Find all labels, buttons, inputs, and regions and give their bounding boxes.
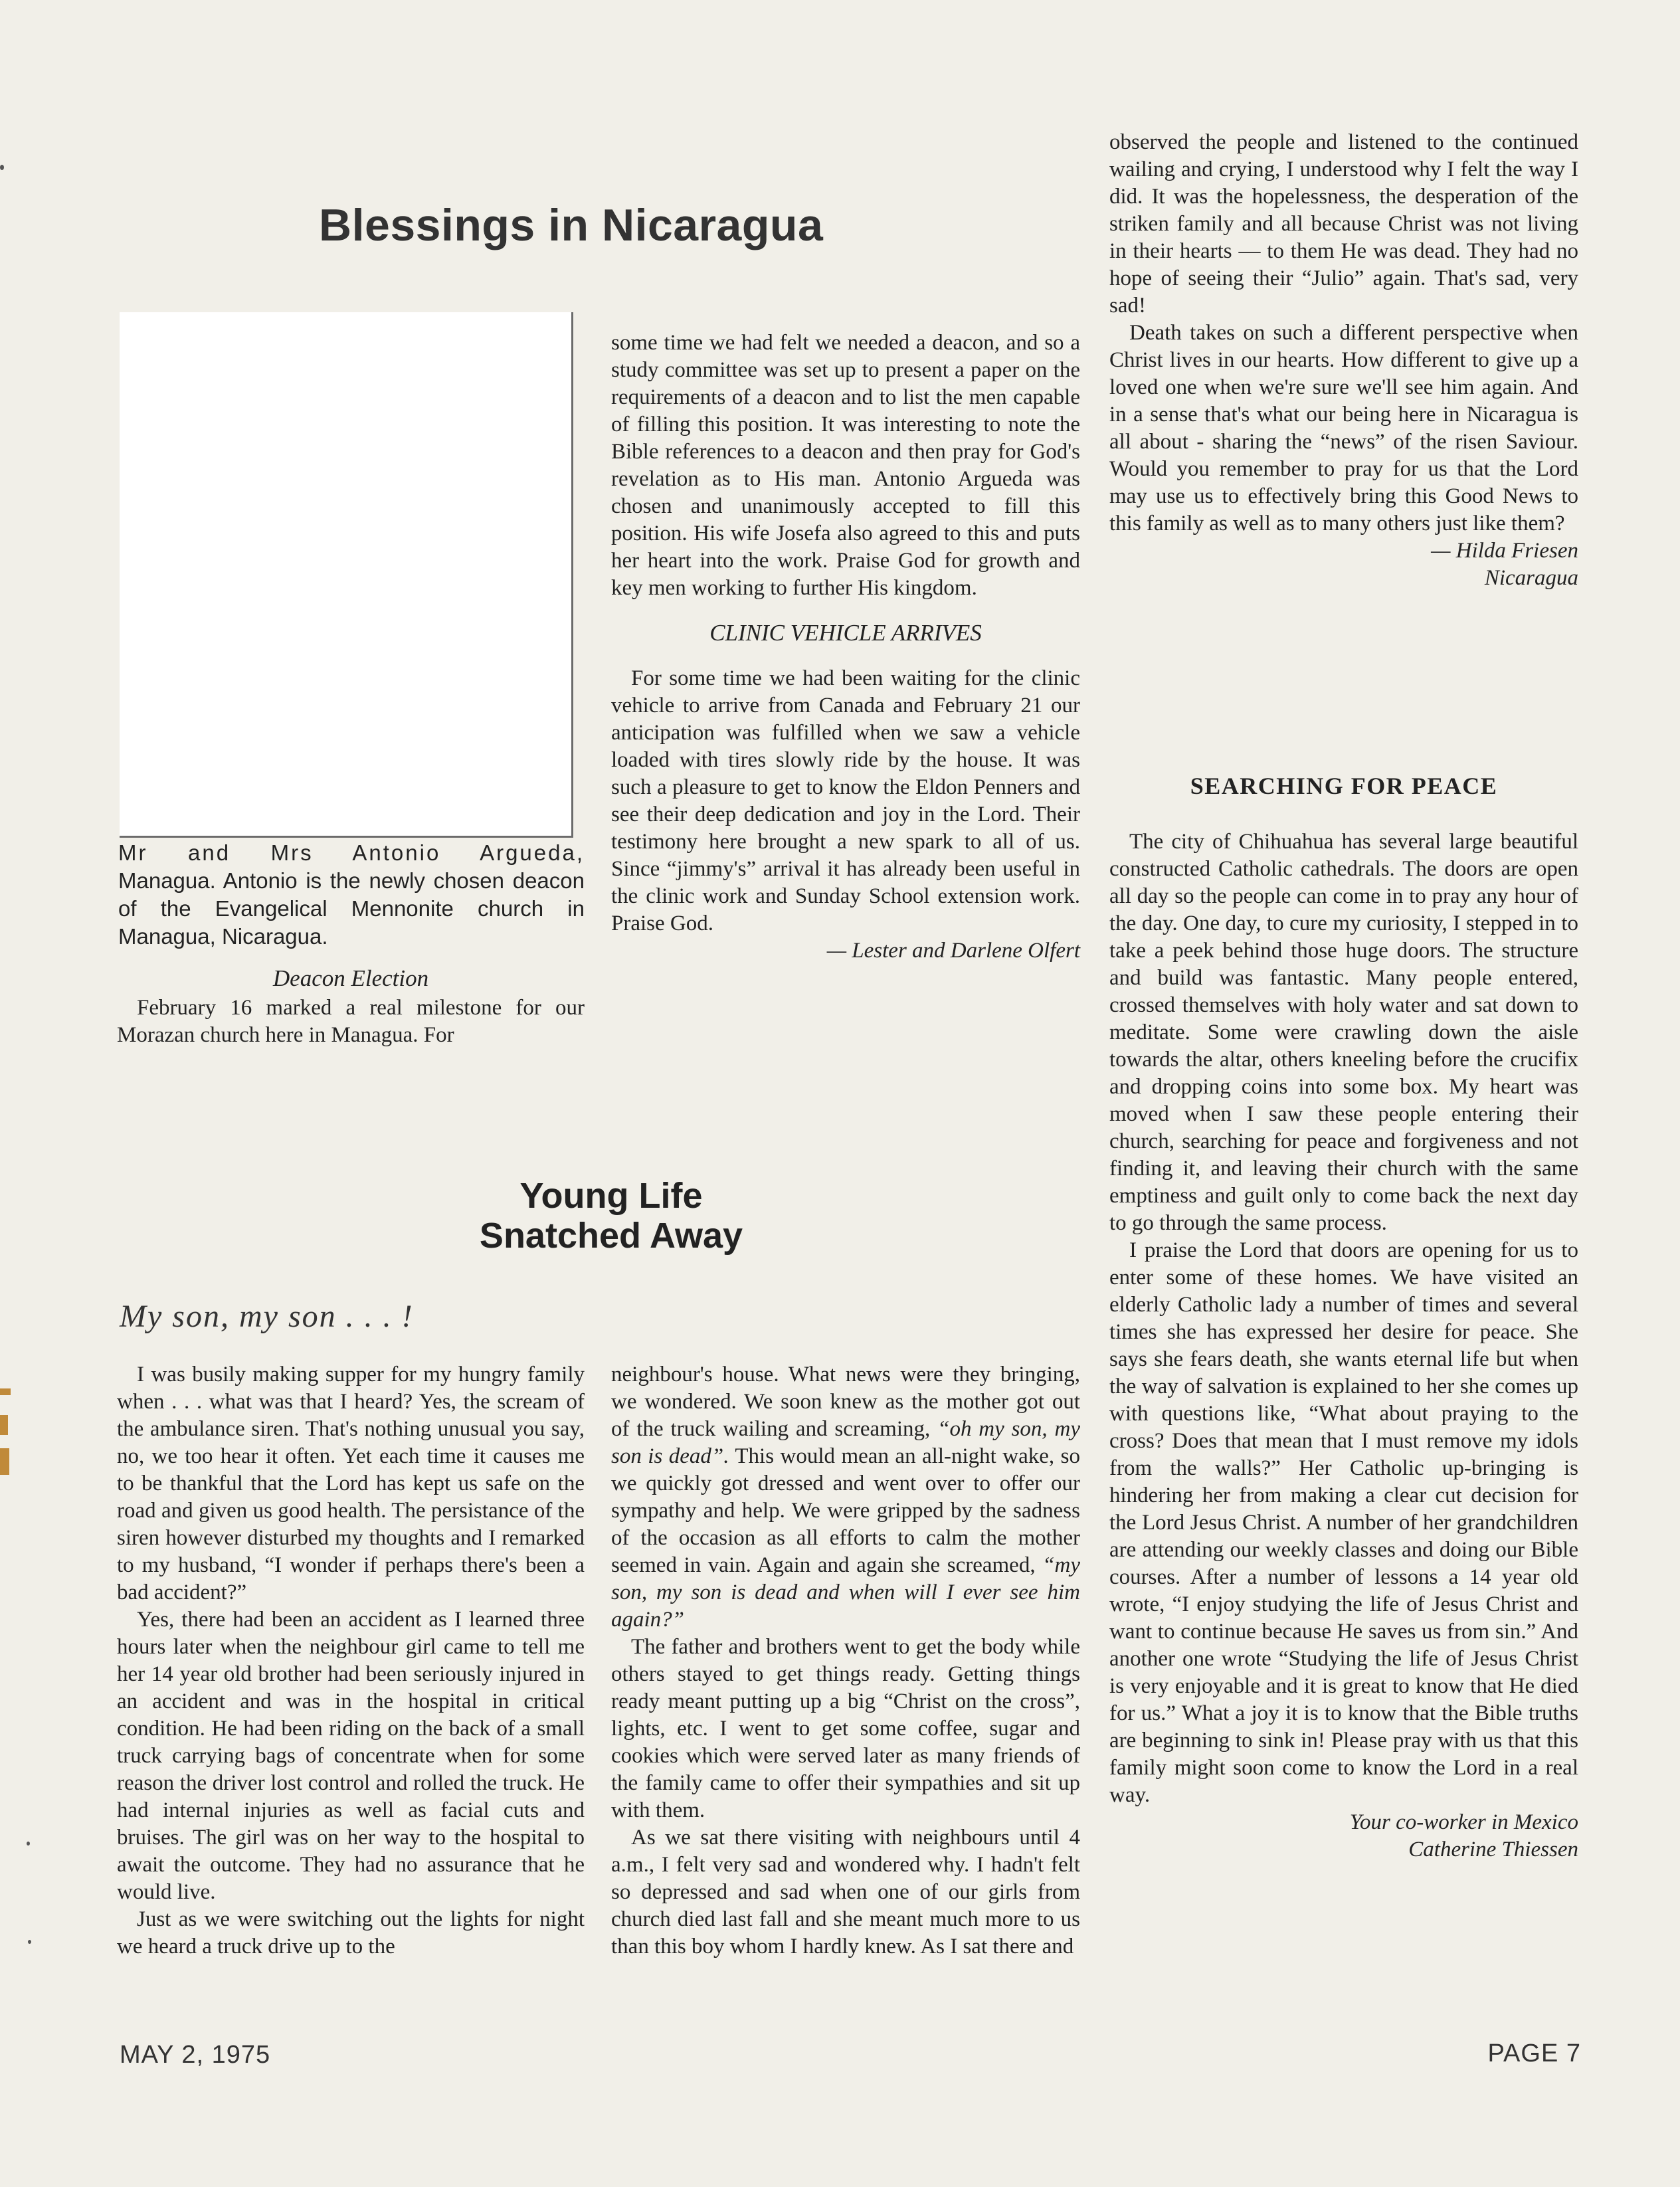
- photo-caption: [118, 839, 585, 951]
- deacon-election-section: [117, 965, 585, 1049]
- title-line: Young Life: [519, 1176, 703, 1216]
- paragraph: some time we had felt we needed a deacon, and so a study committee was set up to present a paper on the requirements of a deacon and to list the men capable of filling this position. It was interesting to note the Bible references to a deacon and then pray for God's revelation as to His man. Antonio Argueda was chosen and unanimously accepted to fill this position. His wife Josefa also agreed to this and puts her heart into the work. Praise God for growth and key men working to further His kingdom.: [611, 331, 1080, 600]
- section-heading: SEARCHING FOR PEACE: [1190, 773, 1498, 799]
- paragraph: As we sat there visiting with neighbours until 4 a.m., I felt very sad and wondered why. I hadn't felt so depressed and sad when one of our girls from church died last fall and she meant much more to us than this boy whom I hardly knew. As I sat there and: [611, 1826, 1080, 1958]
- scan-speck: [27, 1842, 30, 1846]
- binding-mark: [0, 1388, 11, 1395]
- title-line: Snatched Away: [479, 1216, 743, 1256]
- paragraph: February 16 marked a real milestone for our Morazan church here in Managua. For: [117, 996, 585, 1047]
- paragraph: Death takes on such a different perspective when Christ lives in our hearts. How different to give up a loved one when we're sure we'll see him again. And in a sense that's what our being here in Nicaragua is all about - sharing the “news” of the risen Saviour. Would you remember to pray for us that the Lord may use us to effectively bring this Good News to this family as well as to many others just like them?: [1109, 321, 1578, 535]
- paragraph: Yes, there had been an accident as I learned three hours later when the neighbour girl came to tell me her 14 year old brother had been seriously injured in an accident and was in the hospital in critical condition. He had been riding on the back of a small truck carrying bags of concentrate when for some reason the driver lost control and rolled the truck. He had internal injuries as well as facial cuts and bruises. The girl was on her way to the hospital to await the outcome. They had no assurance that he would live.: [117, 1608, 585, 1904]
- photo-placeholder: [120, 312, 573, 838]
- binding-mark: [0, 1415, 8, 1435]
- signature-name: — Hilda Friesen: [1431, 539, 1578, 563]
- signature: — Lester and Darlene Olfert: [826, 939, 1080, 963]
- signature-name: Catherine Thiessen: [1408, 1838, 1578, 1861]
- article1-column2: [611, 330, 1080, 965]
- article-title: [372, 1176, 850, 1256]
- article-title: Blessings in Nicaragua: [319, 200, 824, 250]
- pull-quote: My son, my son . . . !: [120, 1299, 414, 1334]
- article3-body: [1109, 828, 1578, 1863]
- paragraph: observed the people and listened to the continued wailing and crying, I understood why I felt the way I did. It was the hopelessness, the desperation of the striken family and all because Christ was not living in their hearts — to them He was dead. They had no hope of seeing their “Julio” again. That's sad, very sad!: [1109, 130, 1578, 318]
- article2-column2: [611, 1361, 1080, 1960]
- paragraph: For some time we had been waiting for the clinic vehicle to arrive from Canada and February 21 our anticipation was fulfilled when we saw a vehicle loaded with tires slowly ride by the house. It was such a pleasure to get to know the Eldon Penners and see their deep dedication and joy in the Lord. Their testimony here brought a new spark to all of us. Since “jimmy's” arrival it has already been useful in the clinic work and Sunday School extension work. Praise God.: [611, 666, 1080, 935]
- article2-column3: [1109, 129, 1578, 592]
- paragraph: I was busily making supper for my hungry family when . . . what was that I heard? Yes, the scream of the ambulance siren. That's nothing unusual you say, no, we too hear it often. Yet each time it causes me to be thankful that the Lord has kept us safe on the road and given us good health. The persistance of the siren however disturbed my thoughts and I remarked to my husband, “I wonder if perhaps there's been a bad accident?”: [117, 1363, 585, 1604]
- issue-date: MAY 2, 1975: [120, 2041, 271, 2069]
- paragraph: I praise the Lord that doors are opening for us to enter some of these homes. We have visited an elderly Catholic lady a number of times and several times she has expressed her desire for peace. She says she fears death, she wants eternal life but when the way of salvation is explained to her she comes up with questions like, “What about praying to the cross? Does that mean that I must remove my idols from the walls?” Her Catholic up-bringing is hindering her from making a clear cut decision for the Lord Jesus Christ. A number of her grandchildren are attending our weekly classes and doing our Bible courses. After a number of lessons a 14 year old wrote, “I enjoy studying the life of Jesus Christ and want to continue because He saves us from sin.” And another one wrote “Studying the life of Jesus Christ is very enjoyable and it is great to know that He died for us.” What a joy it is to know that the Bible truths are beginning to sink in! Please pray with us that this family might soon come to know the Lord in a real way.: [1109, 1238, 1578, 1807]
- article2-column1: [117, 1361, 585, 1960]
- scan-speck: [28, 1940, 31, 1944]
- paragraph: Just as we were switching out the lights for night we heard a truck drive up to the: [117, 1907, 585, 1958]
- paragraph: The city of Chihuahua has several large beautiful constructed Catholic cathedrals. The doors are open all day so the people can come in to pray any hour of the day. One day, to cure my curiosity, I stepped in to take a peek behind those huge doors. The structure and build was fantastic. Many people entered, crossed themselves with holy water and sat down to meditate. Some were crawling down the aisle towards the altar, others kneeling before the crucifix and dropping coins into some box. My heart was moved when I saw these people entering their church, searching for peace and forgiveness and not finding it, and leaving their church with the same emptiness and guilt only to come back the next day to go through the same process.: [1109, 830, 1578, 1235]
- paragraph: The father and brothers went to get the body while others stayed to get things ready. Getting things ready meant putting up a big “Christ on the cross”, lights, etc. I went to get some coffee, sugar and cookies which were served later as many friends of the family came to offer their sympathies and sit up with them.: [611, 1635, 1080, 1822]
- binding-mark: [0, 1448, 9, 1475]
- caption-first-line: Mr and Mrs Antonio Argueda,: [118, 840, 585, 865]
- caption-rest: Managua. Antonio is the newly chosen deacon of the Evangelical Mennonite church in Managua, Nicaragua.: [118, 868, 585, 949]
- section-heading: CLINIC VEHICLE ARRIVES: [709, 620, 982, 646]
- section-heading: Deacon Election: [272, 965, 429, 991]
- paragraph: neighbour's house. What news were they bringing, we wondered. We soon knew as the mother got out of the truck wailing and screaming, “oh my son, my son is dead”. This would mean an all-night wake, so we quickly got dressed and went over to offer our sympathy and help. We were gripped by the sadness of the occasion as all efforts to calm the mother seemed in vain. Again and again she screamed, “my son, my son is dead and when will I ever see him again?”: [611, 1363, 1080, 1632]
- signature-place: Nicaragua: [1484, 566, 1578, 590]
- signature-line: Your co-worker in Mexico: [1349, 1810, 1578, 1834]
- scan-speck: [0, 165, 4, 170]
- page-number: PAGE 7: [1487, 2040, 1581, 2067]
